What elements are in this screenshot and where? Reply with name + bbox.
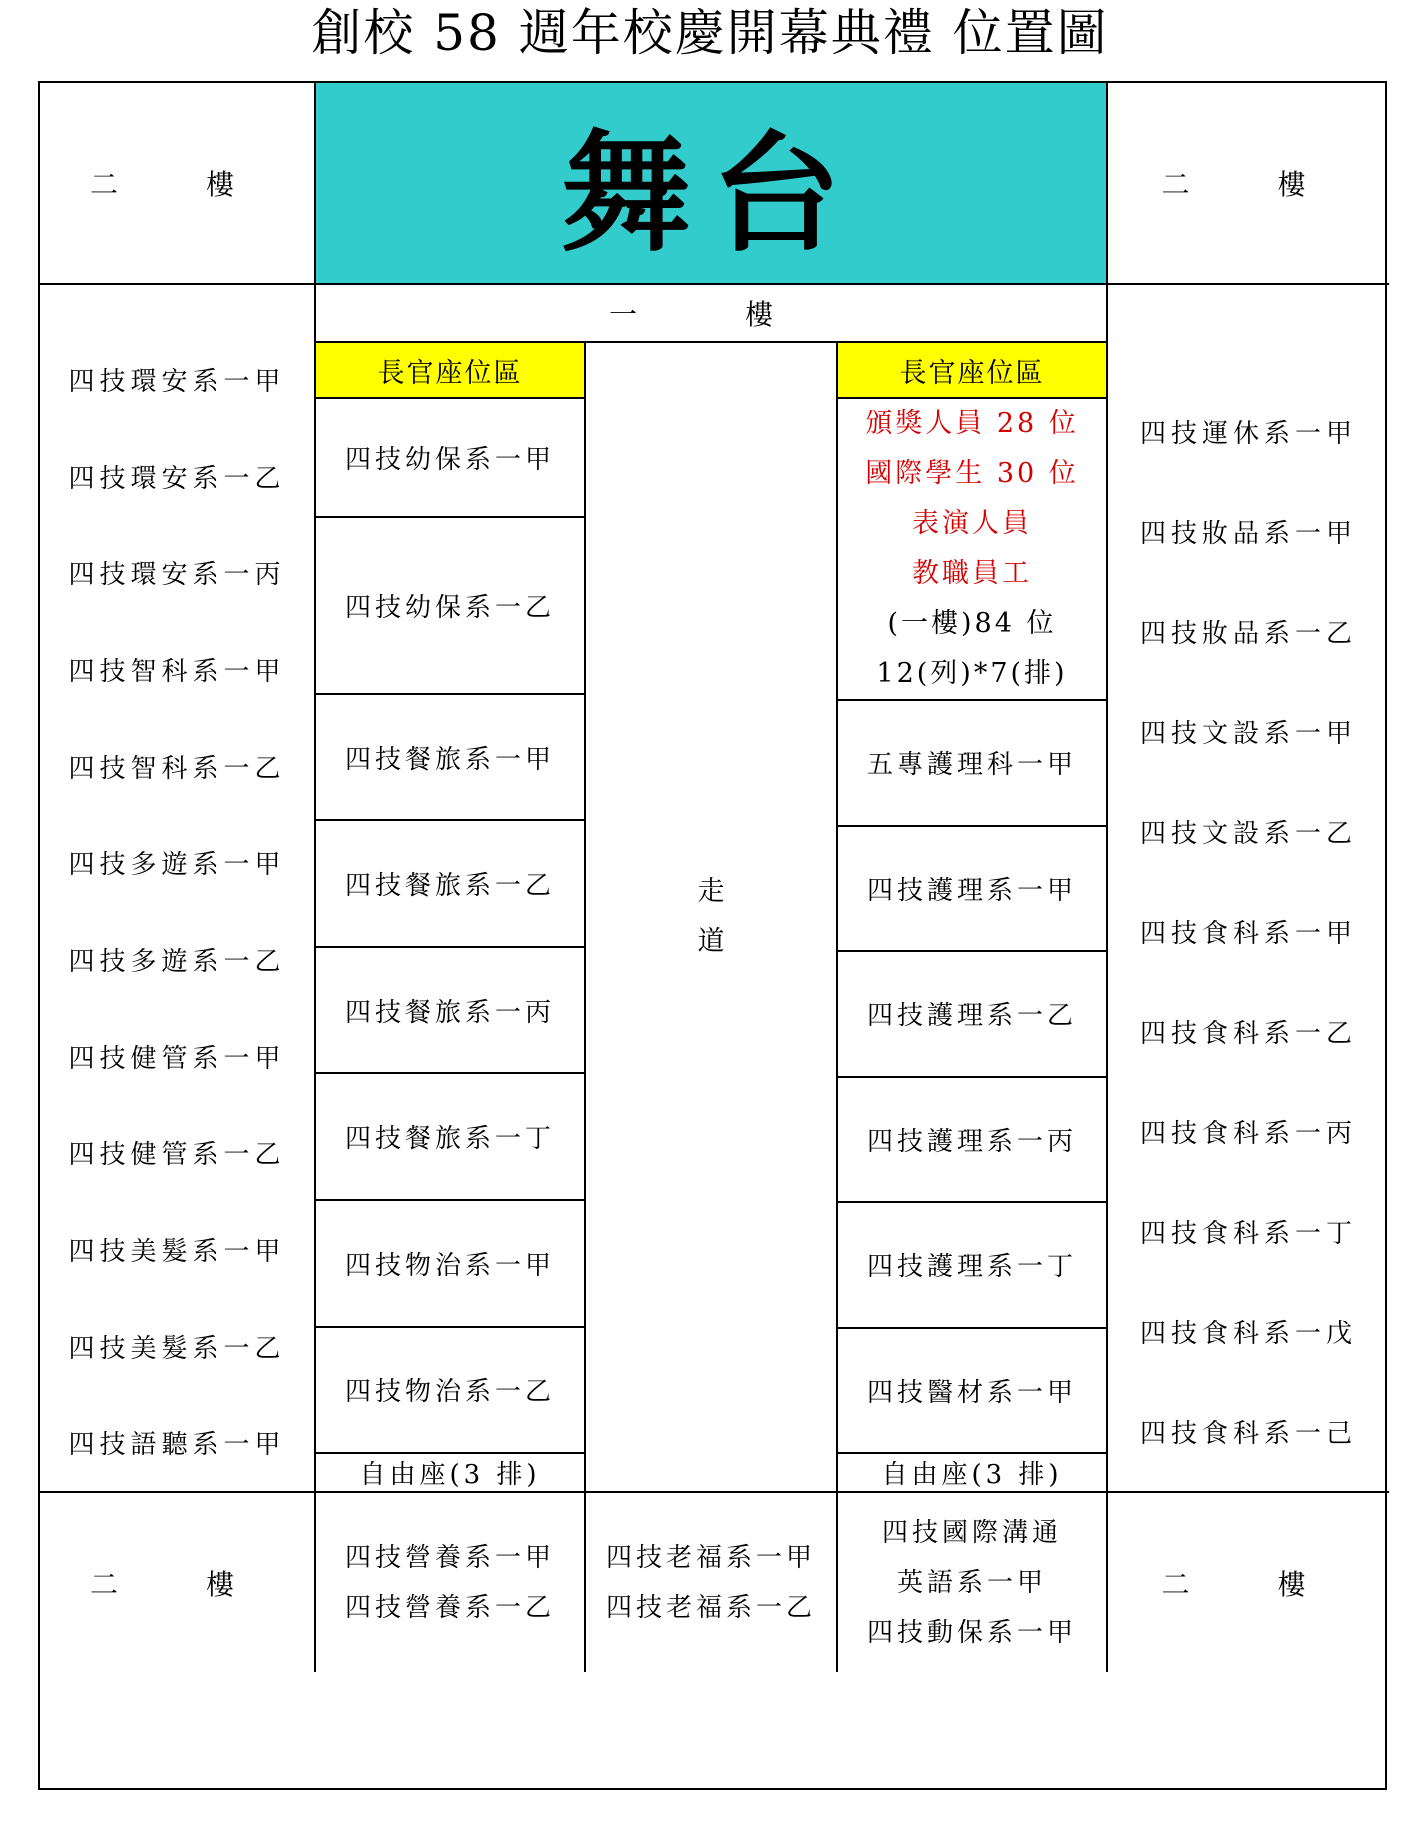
second-floor-bottom-left: 二 樓 bbox=[40, 1493, 316, 1672]
officer-area-right: 長官座位區 bbox=[838, 343, 1108, 399]
list-item: 四技食科系一乙 bbox=[1139, 1018, 1357, 1049]
right-side-list bbox=[1108, 285, 1389, 1493]
list-item: 四技智科系一甲 bbox=[68, 656, 286, 687]
list-item: 四技環安系一乙 bbox=[68, 463, 286, 494]
list-item: 四技文設系一甲 bbox=[1139, 718, 1357, 749]
list-item: 四技食科系一己 bbox=[1139, 1418, 1357, 1449]
list-item: 四技智科系一乙 bbox=[68, 753, 286, 784]
aisle-char: 道 bbox=[697, 926, 725, 957]
seat-block: 四技餐旅系一甲 bbox=[316, 695, 584, 822]
bottom-block-international bbox=[838, 1493, 1108, 1672]
bottom-block-nutrition bbox=[316, 1493, 586, 1672]
list-item: 四技環安系一甲 bbox=[68, 366, 286, 397]
list-item: 四技美髮系一乙 bbox=[68, 1333, 286, 1364]
seat-block: 四技餐旅系一丁 bbox=[316, 1074, 584, 1201]
aisle-char: 走 bbox=[697, 876, 725, 907]
seat-label: 四技營養系一乙 bbox=[344, 1592, 555, 1623]
list-item: 四技食科系一甲 bbox=[1139, 918, 1357, 949]
list-item: 四技運休系一甲 bbox=[1139, 418, 1357, 449]
stage: 舞台 bbox=[316, 83, 1108, 285]
seat-label: 四技動保系一甲 bbox=[866, 1617, 1077, 1648]
seat-block: 四技餐旅系一乙 bbox=[316, 821, 584, 948]
seat-label: 四技國際溝通 bbox=[881, 1517, 1062, 1548]
second-floor-top-left: 二 樓 bbox=[40, 83, 316, 285]
seat-block: 四技餐旅系一丙 bbox=[316, 948, 584, 1075]
list-item: 四技妝品系一甲 bbox=[1139, 518, 1357, 549]
page-title: 創校 58 週年校慶開幕典禮 位置圖 bbox=[311, 4, 1109, 62]
list-item: 四技多遊系一甲 bbox=[68, 850, 286, 881]
list-item: 四技多遊系一乙 bbox=[68, 946, 286, 977]
list-item: 四技健管系一甲 bbox=[68, 1043, 286, 1074]
list-item: 四技妝品系一乙 bbox=[1139, 618, 1357, 649]
seat-block: 四技物治系一甲 bbox=[316, 1201, 584, 1328]
list-item: 四技語聽系一甲 bbox=[68, 1430, 286, 1461]
first-floor-label: 一 樓 bbox=[316, 285, 1108, 343]
list-item: 四技食科系一丁 bbox=[1139, 1218, 1357, 1249]
seat-block: 四技護理系一乙 bbox=[838, 952, 1106, 1078]
info-line: 國際學生 30 位 bbox=[865, 458, 1079, 489]
info-line: (一樓)84 位 bbox=[887, 608, 1057, 639]
seat-label: 四技營養系一甲 bbox=[344, 1542, 555, 1573]
bottom-block-elderly bbox=[586, 1493, 838, 1672]
free-seating: 自由座(3 排) bbox=[359, 1460, 541, 1491]
list-item: 四技食科系一戊 bbox=[1139, 1318, 1357, 1349]
seating-chart bbox=[38, 81, 1387, 1790]
seat-block: 五專護理科一甲 bbox=[838, 701, 1106, 827]
second-floor-top-right: 二 樓 bbox=[1108, 83, 1389, 285]
info-line: 教職員工 bbox=[912, 558, 1032, 589]
list-item: 四技環安系一丙 bbox=[68, 560, 286, 591]
seat-block: 四技物治系一乙 bbox=[316, 1328, 584, 1455]
info-line: 表演人員 bbox=[912, 508, 1032, 539]
aisle bbox=[586, 343, 838, 1493]
guest-info-block bbox=[838, 399, 1106, 701]
info-line: 12(列)*7(排) bbox=[876, 658, 1068, 689]
list-item: 四技美髮系一甲 bbox=[68, 1236, 286, 1267]
seat-block: 四技護理系一丁 bbox=[838, 1203, 1106, 1329]
seat-block: 四技幼保系一乙 bbox=[316, 518, 584, 695]
seat-block: 四技護理系一甲 bbox=[838, 827, 1106, 953]
left-side-list bbox=[40, 285, 316, 1493]
seat-block: 四技護理系一丙 bbox=[838, 1078, 1106, 1204]
list-item: 四技文設系一乙 bbox=[1139, 818, 1357, 849]
second-floor-bottom-right: 二 樓 bbox=[1161, 1567, 1336, 1601]
seat-block: 四技幼保系一甲 bbox=[316, 399, 584, 518]
seat-label: 英語系一甲 bbox=[896, 1567, 1047, 1598]
seat-label: 四技老福系一乙 bbox=[605, 1592, 816, 1623]
officer-area-left: 長官座位區 bbox=[316, 343, 586, 399]
center-right-blocks bbox=[838, 399, 1108, 1493]
seat-label: 四技老福系一甲 bbox=[605, 1542, 816, 1573]
seat-block: 四技醫材系一甲 bbox=[838, 1329, 1106, 1455]
free-seating: 自由座(3 排) bbox=[881, 1460, 1063, 1490]
info-line: 頒獎人員 28 位 bbox=[865, 408, 1079, 439]
list-item: 四技食科系一丙 bbox=[1139, 1118, 1357, 1149]
center-left-blocks bbox=[316, 399, 586, 1493]
list-item: 四技健管系一乙 bbox=[68, 1140, 286, 1171]
